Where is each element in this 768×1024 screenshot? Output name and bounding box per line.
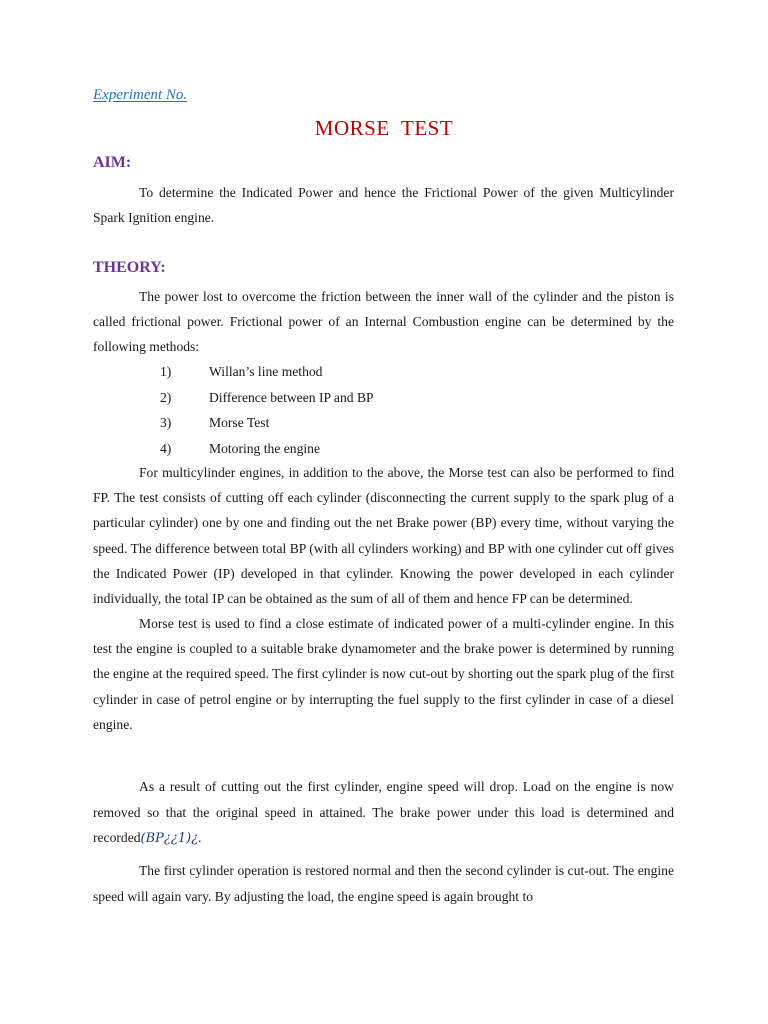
- list-item-number: 4): [160, 440, 172, 456]
- theory-paragraph-5: The first cylinder operation is restored normal and then the second cylinder is cut-out. The engine speed will again vary. By adjusting the load, the engine speed is again brought to: [93, 863, 674, 904]
- methods-list: [160, 359, 374, 461]
- list-item: [160, 436, 374, 462]
- theory-paragraph-4: [93, 774, 674, 852]
- list-item-number: 2): [160, 389, 172, 405]
- experiment-number-label: Experiment No.: [93, 87, 188, 103]
- theory-intro-paragraph: The power lost to overcome the friction between the inner wall of the cylinder and the piston is called frictional power. Frictional power of an Internal Combustion engine can be determined by the following methods:: [93, 289, 674, 355]
- list-item-label: Motoring the engine: [209, 440, 320, 456]
- list-item-label: Morse Test: [209, 415, 270, 430]
- list-item: [160, 385, 374, 411]
- list-item-label: Willan’s line method: [209, 364, 323, 379]
- list-item-number: 3): [160, 415, 172, 430]
- aim-paragraph: To determine the Indicated Power and hence the Frictional Power of the given Multicylinder Spark Ignition engine.: [93, 185, 674, 226]
- list-item: [160, 359, 374, 385]
- paragraph-end: .: [198, 830, 202, 845]
- math-expression: (BP¿¿1)¿: [140, 831, 199, 846]
- list-item-label: Difference between IP and BP: [209, 389, 374, 405]
- aim-heading: AIM:: [93, 154, 132, 171]
- list-item-number: 1): [160, 364, 172, 379]
- theory-paragraph-2: For multicylinder engines, in addition to the above, the Morse test can also be performed to find FP. The test consists of cutting off each cylinder (disconnecting the current supply to the spark plug of a particular cylinder) one by one and finding out the net Brake power (BP) every time, without varying the speed. The difference between total BP (with all cylinders working) and BP with one cylinder cut off gives the Indicated Power (IP) developed in that cylinder. Knowing the power developed in each cylinder individually, the total IP can be obtained as the sum of all of them and hence FP can be determined.: [93, 465, 674, 607]
- theory-heading: THEORY:: [93, 259, 166, 276]
- list-item: [160, 410, 374, 436]
- paragraph-text: As a result of cutting out the first cylinder, engine speed will drop. Load on the engine is now removed so that the original speed in attained. The brake power under this load is determined and recorded: [93, 779, 674, 845]
- page-title: MORSE TEST: [314, 116, 454, 140]
- theory-paragraph-3: Morse test is used to find a close estimate of indicated power of a multi-cylinder engine. In this test the engine is coupled to a suitable brake dynamometer and the brake power is determined by running the engine at the required speed. The first cylinder is now cut-out by shorting out the spark plug of the first cylinder in case of petrol engine or by interrupting the fuel supply to the first cylinder in case of a diesel engine.: [93, 616, 674, 732]
